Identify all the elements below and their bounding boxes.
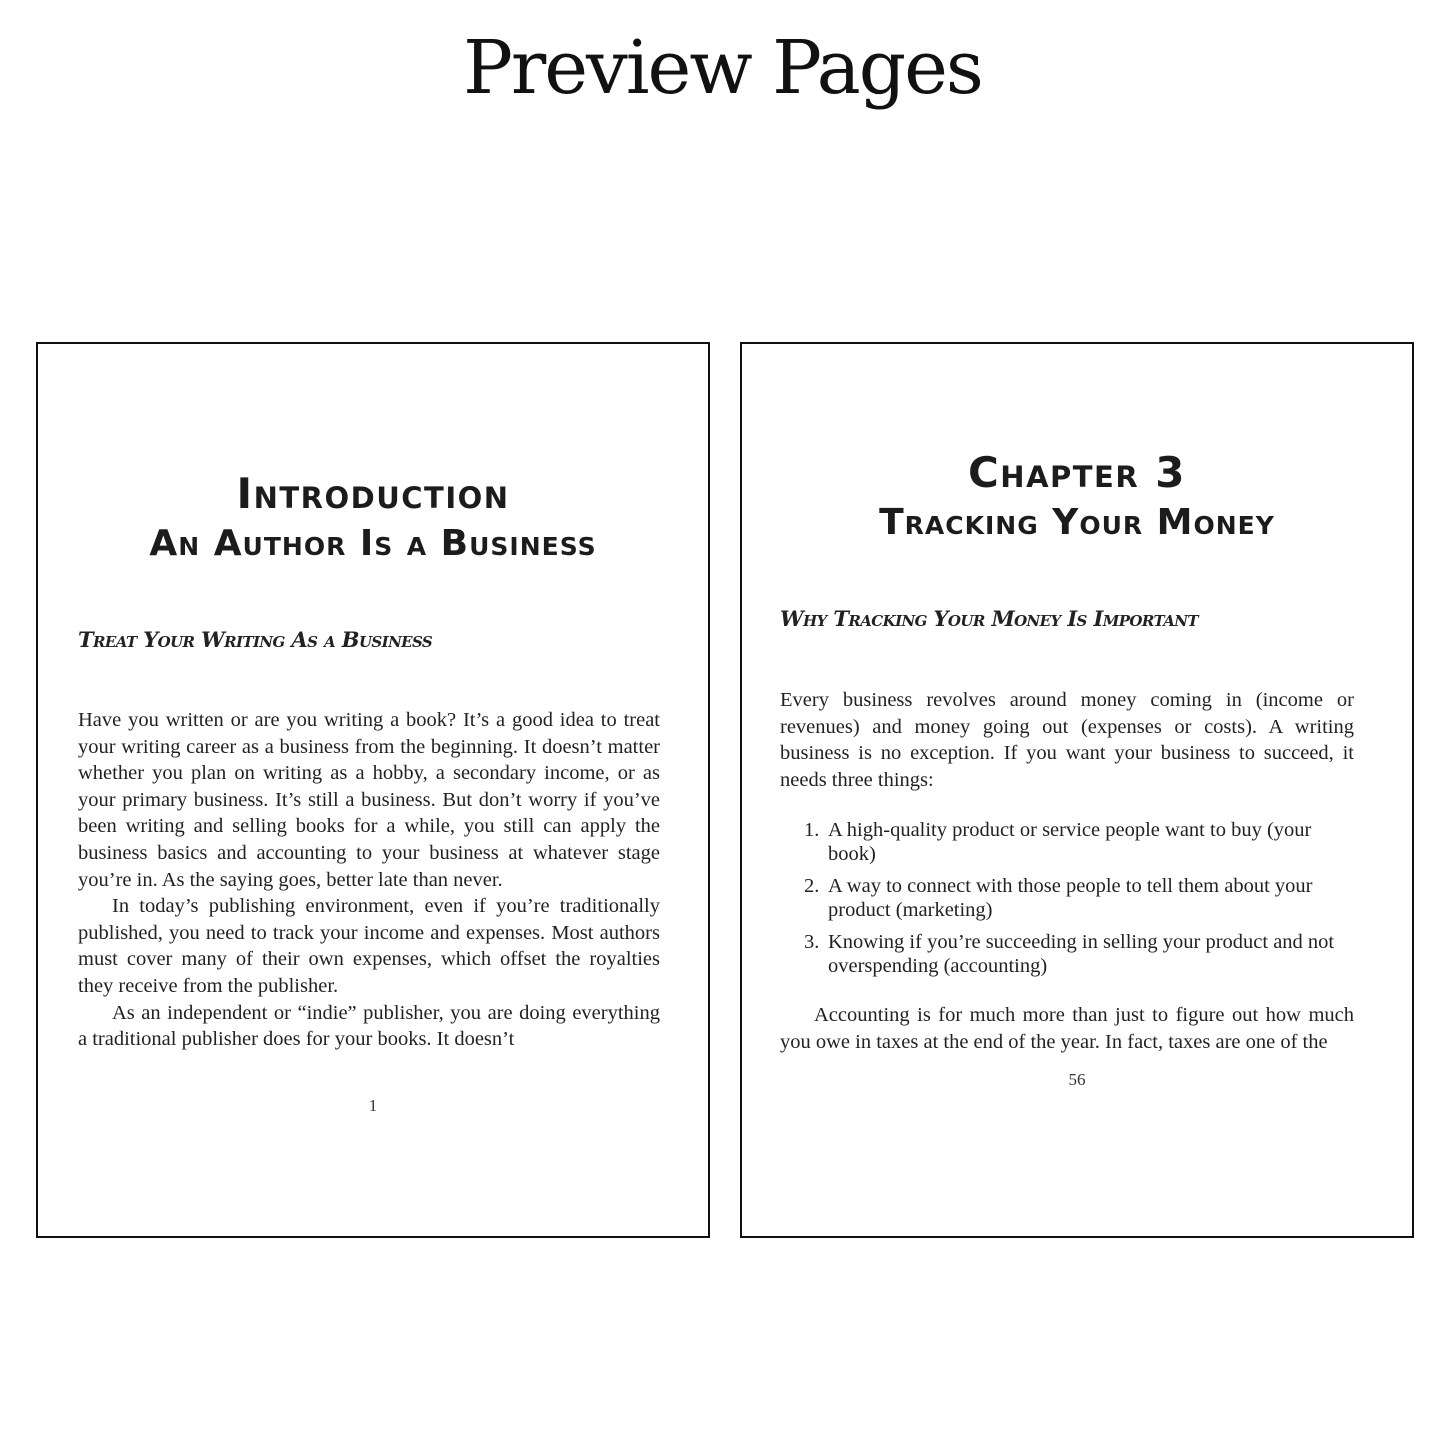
section-heading: Treat Your Writing As a Business	[78, 627, 433, 652]
preview-heading: Preview Pages	[463, 25, 982, 111]
body-text	[780, 687, 1354, 793]
chapter-title: Introduction	[236, 469, 510, 518]
paragraph: As an independent or “indie” publisher, you are doing everything a traditional publisher does for your books. It doesn’t	[78, 1001, 660, 1051]
page-number: 1	[368, 1096, 378, 1115]
numbered-list	[780, 818, 1354, 986]
list-item-number: 2.	[804, 875, 820, 897]
paragraph: Accounting is for much more than just to figure out how much you owe in taxes at the end of the year. In fact, taxes are one of the	[780, 1004, 1354, 1053]
page-number: 56	[1068, 1070, 1086, 1089]
body-text	[78, 707, 660, 1053]
list-item-number: 3.	[804, 931, 820, 953]
list-item-number: 1.	[804, 819, 820, 841]
chapter-subtitle: An Author Is a Business	[149, 523, 597, 564]
body-text	[780, 1002, 1354, 1055]
list-item-text: A high-quality product or service people want to buy (your book)	[828, 819, 1312, 865]
paragraph: Have you written or are you writing a book? It’s a good idea to treat your writing career as a business from the beginning. It doesn’t matter whether you plan on writing as a hobby, a secondary income, or as your primary business. It’s still a business. But don’t worry if you’ve been writing and selling books for a while, you still can apply the business basics and accounting to your business at whatever stage you’re in. As the saying goes, better late than never.	[78, 709, 660, 891]
chapter-subtitle: Tracking Your Money	[879, 502, 1275, 543]
page-preview-right	[740, 342, 1414, 1238]
paragraph: In today’s publishing environment, even if you’re traditionally published, you need to track your income and expenses. Most authors must cover many of their own expenses, which offset the royalties they receive from the publisher.	[78, 895, 660, 997]
paragraph: Every business revolves around money coming in (income or revenues) and money going out (expenses or costs). A writing business is no exception. If you want your business to succeed, it needs three things:	[780, 689, 1354, 791]
chapter-title: Chapter 3	[967, 448, 1187, 497]
list-item	[780, 930, 1354, 978]
section-heading: Why Tracking Your Money Is Important	[780, 606, 1198, 631]
list-item-text: Knowing if you’re succeeding in selling your product and not overspending (accounting)	[828, 931, 1335, 977]
page-preview-left	[36, 342, 710, 1238]
list-item-text: A way to connect with those people to tell them about your product (marketing)	[828, 875, 1313, 921]
list-item	[780, 874, 1354, 922]
list-item	[780, 818, 1354, 866]
